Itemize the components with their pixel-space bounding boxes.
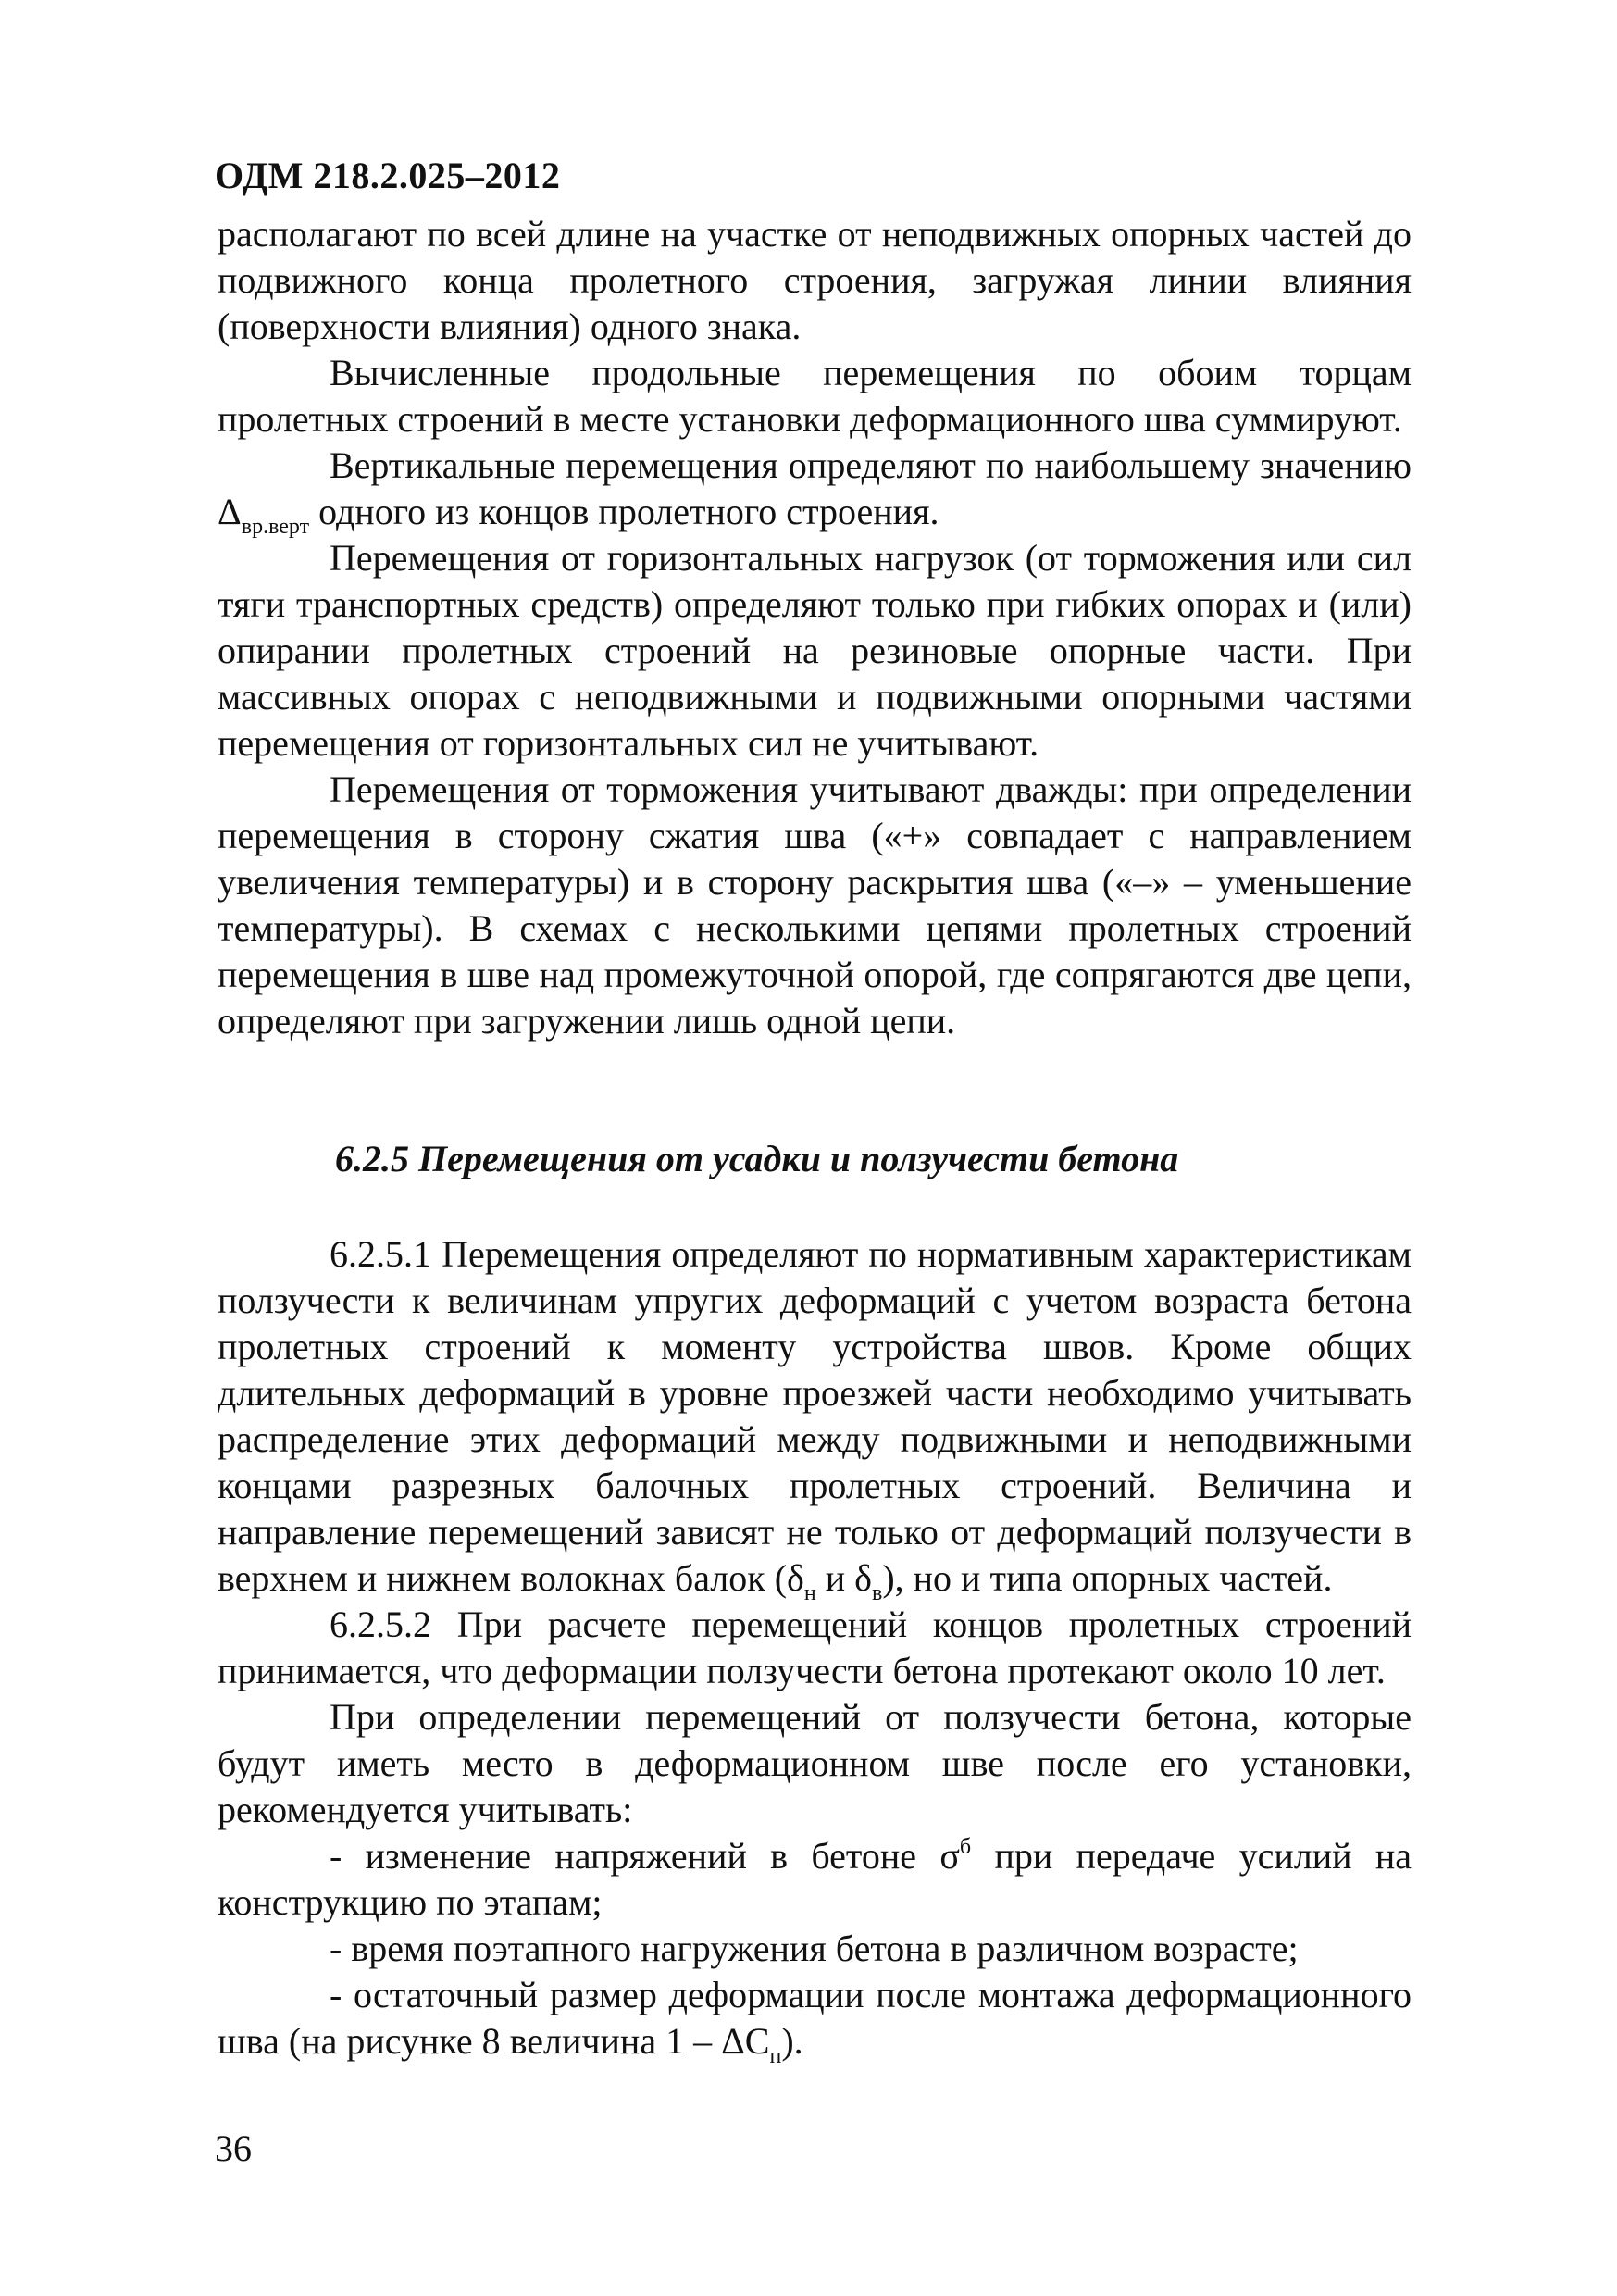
vertical-text-start: Вертикальные перемещения определяют по наибольшему значению Δ	[218, 444, 1412, 532]
delta-subscript: вр.верт	[241, 515, 310, 539]
list-item-stress-change	[218, 1833, 1412, 1926]
paragraph-creep-recommendation: При определении перемещений от ползучести бетона, которые будут иметь место в деформационном шве после его установки, рекомендуется учитывать:	[218, 1696, 1412, 1830]
delta-n-subscript: н	[803, 1581, 816, 1605]
list-item-residual-deformation	[218, 1972, 1412, 2068]
list-item-loading-time: - время поэтапного нагружения бетона в различном возрасте;	[330, 1928, 1299, 1969]
document-code-header: ОДМ 218.2.025–2012	[215, 155, 561, 196]
p1-text-mid: и δ	[815, 1557, 872, 1599]
paragraph-horizontal-loads: Перемещения от горизонтальных нагрузок (от торможения или сил тяги транспортных средств) определяют только при гибких опорах и (или) опирании пролетных строений на резиновые опорные части. При массивных опорах с неподвижными и подвижными опорными частями перемещения от горизонтальных сил не учитывают.	[218, 537, 1412, 764]
delta-v-subscript: в	[871, 1581, 883, 1605]
section-b-text	[218, 1231, 1412, 2068]
p1-text-end: ), но и типа опорных частей.	[882, 1557, 1333, 1599]
paragraph-6-2-5-1	[218, 1231, 1412, 1605]
page-number: 36	[215, 2128, 252, 2169]
section-heading: 6.2.5 Перемещения от усадки и ползучести бетона	[335, 1138, 1179, 1179]
paragraph-longitudinal-displacements: Вычисленные продольные перемещения по обоим торцам пролетных строений в месте установки деформационного шва суммируют.	[218, 352, 1412, 440]
li3-text-end: ).	[781, 2020, 803, 2062]
paragraph-6-2-5-2: 6.2.5.2 При расчете перемещений концов пролетных строений принимается, что деформации ползучести бетона протекают около 10 лет.	[218, 1603, 1412, 1691]
vertical-text-end: одного из концов пролетного строения.	[309, 491, 939, 532]
li1-text-start: - изменение напряжений в бетоне σ	[330, 1835, 960, 1877]
li3-text-start: - остаточный размер деформации после монтажа деформационного шва (на рисунке 8 величина 1 – ΔC	[218, 1974, 1412, 2062]
delta-c-subscript: п	[769, 2044, 782, 2068]
section-a-text	[218, 211, 1412, 1044]
sigma-superscript: б	[959, 1835, 972, 1859]
paragraph-braking-displacements: Перемещения от торможения учитывают дважды: при определении перемещения в сторону сжатия шва («+» совпадает с направлением увеличения температуры) и в сторону раскрытия шва («–» – уменьшение температуры). В схемах с несколькими цепями пролетных строений перемещения в шве над промежуточной опорой, где сопрягаются две цепи, определяют при загружении лишь одной цепи.	[218, 768, 1412, 1042]
li1-text-end: при передаче усилий на конструкцию по этапам;	[218, 1835, 1412, 1923]
paragraph-vertical-displacements	[218, 443, 1412, 539]
paragraph-continuation: располагают по всей длине на участке от неподвижных опорных частей до подвижного конца пролетного строения, загружая линии влияния (поверхности влияния) одного знака.	[218, 213, 1412, 347]
p1-text-start: 6.2.5.1 Перемещения определяют по нормативным характеристикам ползучести к величинам упругих деформаций с учетом возраста бетона пролетных строений к моменту устройства швов. Кроме общих длительных деформаций в уровне проезжей части необходимо учитывать распределение этих деформаций между подвижными и неподвижными концами разрезных балочных пролетных строений. Величина и направление перемещений зависят не только от деформаций ползучести в верхнем и нижнем волокнах балок (δ	[218, 1233, 1412, 1599]
